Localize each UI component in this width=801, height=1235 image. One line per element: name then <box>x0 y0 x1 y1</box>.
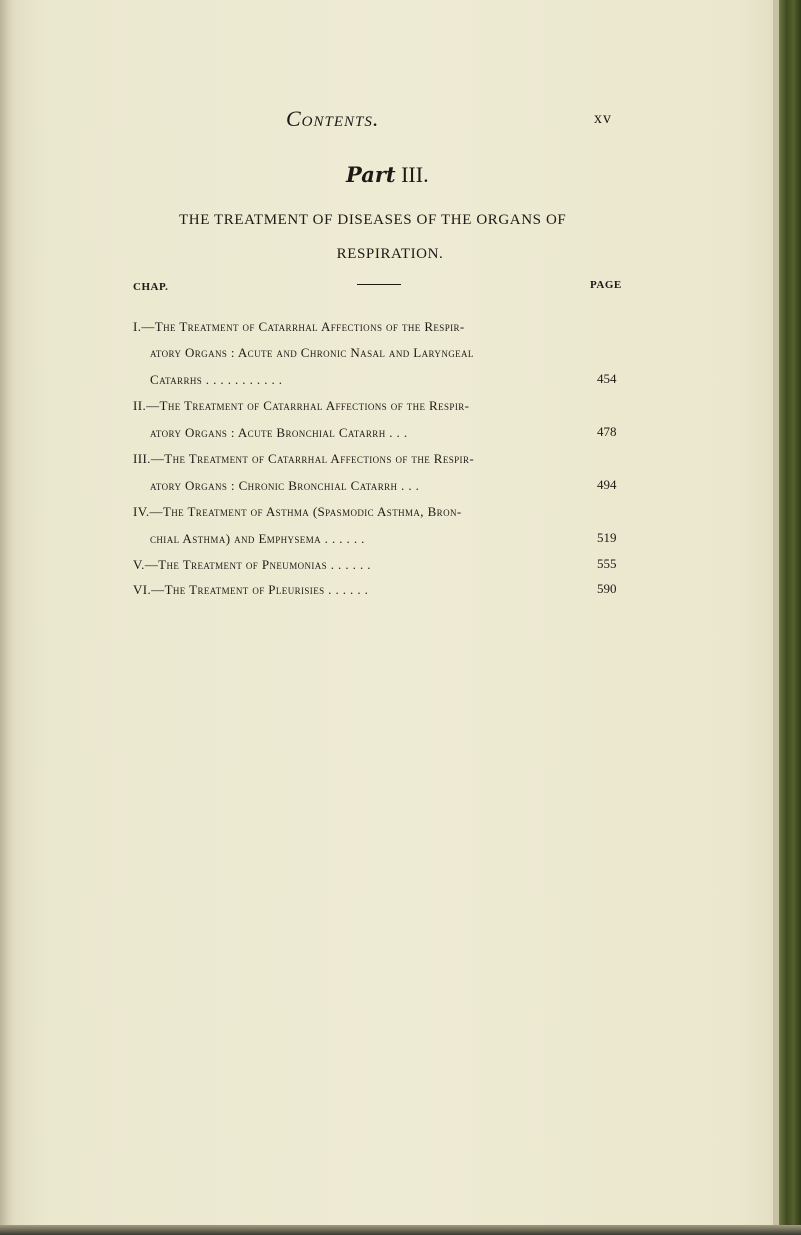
entry-text: —The Treatment of Pneumonias . . . . . . <box>144 557 371 572</box>
chap-column-label: CHAP. <box>133 281 169 293</box>
entry-text: —The Treatment of Catarrhal Affections of the Respir- <box>141 319 465 334</box>
toc-entry-line <box>133 398 469 414</box>
entry-text: —The Treatment of Catarrhal Affections of the Respir- <box>146 398 470 413</box>
entry-text: —The Treatment of Catarrhal Affections of the Respir- <box>150 451 475 466</box>
page-number: 519 <box>597 530 617 545</box>
toc-entry-line: atory Organs : Acute Bronchial Catarrh . . . <box>150 425 408 440</box>
part-numeral: III. <box>401 162 429 187</box>
page-gutter-shadow <box>0 0 14 1235</box>
book-cover-edge <box>779 0 801 1235</box>
chapter-number: V. <box>133 557 145 572</box>
toc-entry-line: Catarrhs . . . . . . . . . . . <box>150 372 283 387</box>
chapter-number: VI. <box>133 582 152 597</box>
toc-entry-line: atory Organs : Chronic Bronchial Catarrh . . . <box>150 478 420 493</box>
entry-text: —The Treatment of Asthma (Spasmodic Asthma, Bron- <box>149 504 462 519</box>
page-number: 590 <box>597 581 617 596</box>
toc-entry-line <box>133 504 462 520</box>
page-number: 478 <box>597 424 617 439</box>
page-column-label: PAGE <box>590 279 622 291</box>
chapter-number: I. <box>133 319 142 334</box>
toc-entry-line: chial Asthma) and Emphysema . . . . . . <box>150 531 365 546</box>
toc-entry-line <box>133 557 371 573</box>
section-title-line-2: RESPIRATION. <box>336 246 444 262</box>
toc-entry-line <box>133 582 368 598</box>
page-number: 494 <box>597 477 617 492</box>
chapter-number: IV. <box>133 504 150 519</box>
running-header-title: Contents. <box>286 106 380 131</box>
chapter-number: III. <box>133 451 151 466</box>
page-number: 555 <box>597 556 617 571</box>
toc-entry-line <box>133 451 474 467</box>
toc-entry-line: atory Organs : Acute and Chronic Nasal and Laryngeal <box>150 345 474 360</box>
divider-rule <box>357 284 401 285</box>
section-title-line-1: THE TREATMENT OF DISEASES OF THE ORGANS OF <box>179 212 567 228</box>
entry-text: —The Treatment of Pleurisies . . . . . . <box>151 582 369 597</box>
toc-entry-line <box>133 319 465 335</box>
page-number: 454 <box>597 371 617 386</box>
part-heading <box>346 162 429 188</box>
page-bottom-shadow <box>0 1225 801 1235</box>
chapter-number: II. <box>133 398 147 413</box>
running-header-page-number: xv <box>594 110 612 127</box>
part-label: Part <box>346 162 396 187</box>
